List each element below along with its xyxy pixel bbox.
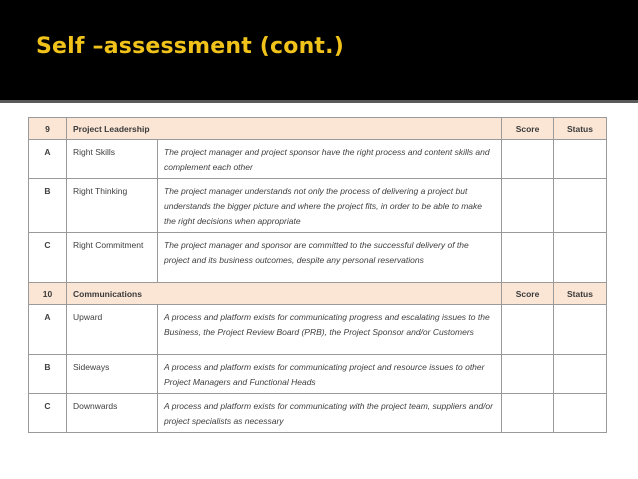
score-cell[interactable]: [502, 305, 554, 355]
row-description: A process and platform exists for communicating progress and escalating issues to the Business, the Project Review Board (PRB), the Project Sponsor and/or Customers: [158, 305, 502, 355]
slide-content: [0, 103, 638, 479]
status-cell[interactable]: [554, 394, 607, 433]
row-name: Upward: [67, 305, 158, 355]
score-header: Score: [502, 118, 554, 140]
row-name: Right Commitment: [67, 233, 158, 283]
score-cell[interactable]: [502, 394, 554, 433]
section-number: 9: [29, 118, 67, 140]
row-name: Downwards: [67, 394, 158, 433]
score-cell[interactable]: [502, 233, 554, 283]
slide-title: Self –assessment (cont.): [36, 34, 344, 59]
table-row: [29, 140, 607, 179]
row-description: A process and platform exists for communicating project and resource issues to other Project Managers and Functional Heads: [158, 355, 502, 394]
table-row: [29, 233, 607, 283]
table-row: [29, 394, 607, 433]
title-bar: [0, 0, 638, 100]
table-row: [29, 179, 607, 233]
section-heading: Communications: [67, 283, 502, 305]
row-name: Right Thinking: [67, 179, 158, 233]
status-cell[interactable]: [554, 233, 607, 283]
status-cell[interactable]: [554, 305, 607, 355]
score-header: Score: [502, 283, 554, 305]
score-cell[interactable]: [502, 179, 554, 233]
row-letter: B: [29, 355, 67, 394]
status-cell[interactable]: [554, 355, 607, 394]
status-cell[interactable]: [554, 179, 607, 233]
section-header-row: [29, 283, 607, 305]
table-row: [29, 305, 607, 355]
status-header: Status: [554, 283, 607, 305]
section-header-row: [29, 118, 607, 140]
score-cell[interactable]: [502, 355, 554, 394]
row-description: The project manager and sponsor are committed to the successful delivery of the project and its business outcomes, despite any personal reservations: [158, 233, 502, 283]
section-number: 10: [29, 283, 67, 305]
row-letter: B: [29, 179, 67, 233]
row-description: The project manager and project sponsor have the right process and content skills and complement each other: [158, 140, 502, 179]
row-letter: A: [29, 140, 67, 179]
row-description: The project manager understands not only the process of delivering a project but understands the bigger picture and where the project fits, in order to be able to make the right decisions when appropriate: [158, 179, 502, 233]
section-heading: Project Leadership: [67, 118, 502, 140]
status-header: Status: [554, 118, 607, 140]
self-assessment-table: [28, 117, 607, 433]
score-cell[interactable]: [502, 140, 554, 179]
row-letter: C: [29, 233, 67, 283]
status-cell[interactable]: [554, 140, 607, 179]
row-name: Sideways: [67, 355, 158, 394]
row-name: Right Skills: [67, 140, 158, 179]
row-letter: C: [29, 394, 67, 433]
row-letter: A: [29, 305, 67, 355]
row-description: A process and platform exists for communicating with the project team, suppliers and/or project specialists as necessary: [158, 394, 502, 433]
table-row: [29, 355, 607, 394]
